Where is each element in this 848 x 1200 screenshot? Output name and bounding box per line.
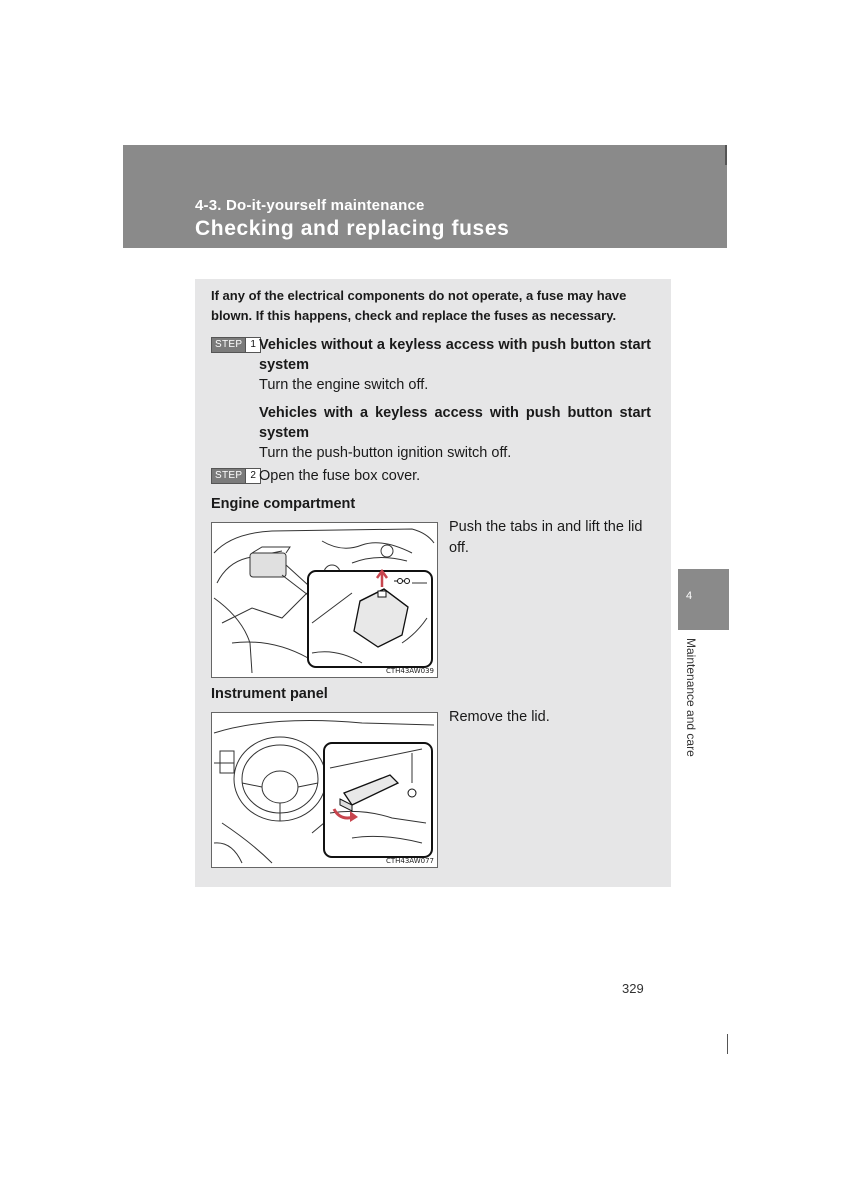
step-2-block [259, 466, 651, 486]
engine-fuse-box-figure [211, 522, 438, 678]
step-number: 1 [245, 338, 260, 352]
engine-compartment-heading: Engine compartment [211, 496, 356, 512]
step-1-badge [211, 337, 261, 353]
instrument-panel-fuse-box-figure [211, 712, 438, 868]
page-title: Checking and replacing fuses [195, 217, 510, 240]
section-label: 4-3. Do-it-yourself maintenance [195, 197, 425, 214]
step-block-title: Vehicles without a keyless access with push button start system [259, 337, 651, 373]
instrument-panel-fuse-box-illustration-icon [212, 713, 437, 867]
step-word: STEP [212, 338, 245, 352]
chapter-number: 4 [686, 590, 693, 602]
figure-code: CTH43AW039 [385, 667, 434, 675]
header-tick-mark [725, 145, 727, 165]
figure-code: CTH43AW077 [385, 857, 434, 865]
step-block-title: Vehicles with a keyless access with push button start system [259, 405, 651, 441]
instrument-panel-heading: Instrument panel [211, 686, 328, 702]
intro-text: If any of the electrical components do not operate, a fuse may have blown. If this happens, check and replace the fuses as necessary. [211, 288, 627, 323]
step-block-text: Open the fuse box cover. [259, 468, 421, 484]
step-2-badge [211, 468, 261, 484]
step-1-block-b [259, 403, 651, 463]
engine-compartment-instruction: Push the tabs in and lift the lid off. [449, 519, 643, 556]
step-word: STEP [212, 469, 245, 483]
engine-fuse-box-illustration-icon [212, 523, 437, 677]
instrument-panel-instruction: Remove the lid. [449, 709, 550, 725]
page-rule [727, 1034, 728, 1054]
step-number: 2 [245, 469, 260, 483]
step-block-text: Turn the push-button ignition switch off. [259, 445, 512, 461]
chapter-label: Maintenance and care [684, 638, 698, 757]
step-1-block-a [259, 335, 651, 395]
page-number: 329 [622, 981, 644, 996]
step-block-text: Turn the engine switch off. [259, 377, 429, 393]
